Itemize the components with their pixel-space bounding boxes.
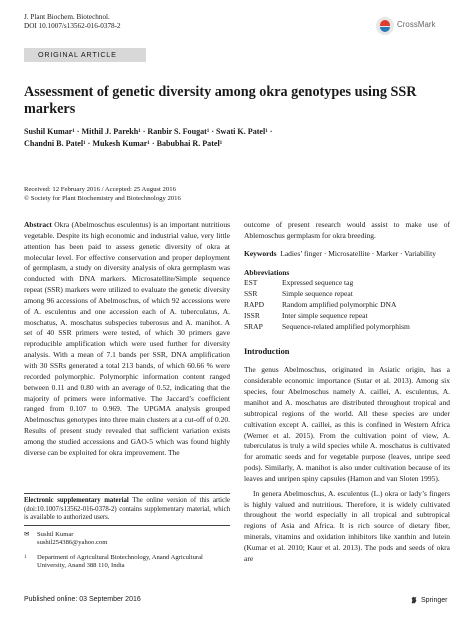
publisher-name: Springer [421,596,448,604]
abstract-label: Abstract [24,220,52,229]
article-title: Assessment of genetic diversity among okra genotypes using SSR markers [24,84,417,117]
page-footer [24,596,450,603]
author-line-1: Sushil Kumar¹ · Mithil J. Parekh¹ · Ranbir S. Fougat¹ · Swati K. Patel¹ · [24,127,273,136]
abbreviations-heading: Abbreviations [244,267,290,277]
esm-label: Electronic supplementary material [24,497,129,504]
abbreviations-list [244,278,450,332]
published-online: Published online: 03 September 2016 [24,596,141,603]
right-column [244,220,450,565]
keywords [244,249,450,260]
article-type-banner: ORIGINAL ARTICLE [24,48,146,62]
abstract-text: Okra (Abelmoschus esculentus) is an important nutritious vegetable. Despite its high economic and industrial value, very little attention has been paid to assess genetic diversity of okra at molecular level. For effective conservation and proper deployment of germplasm, a study on diversity analysis of okra germplasm was conducted with DNA markers. Microsatellite/Simple sequence repeat (SSR) markers were utilized to evaluate the genetic diversity among 96 accessions of Abelmoschus, of which 92 accessions were of A. esculentus and one accession each of A. tuberculatus, A. moschatus, A. moschatus subspecies tuberosus and A. manihot. A set of 40 SSR primers were tested, of which 30 primers gave reproducible amplification which were used further for diversity analysis. With a mean of 7.1 bands per SSR, DNA amplification with 30 SSRs generated a total 213 bands, of which 60.66 % were recorded polymorphic. Polymorphic information content ranged between 0.11 and 0.80 with an average of 0.52, indicating that the majority of primers were informative. The Jaccard’s coefficient ranged from 0.107 to 0.969. The UPGMA analysis grouped Abelmoschus genotypes into three main clusters at a cut-off of 0.20. Results of present study revealed that sufficient variation exists among the studied accessions and GAO-5 which was found highly diverse can be exploited for okra improvement. The [24,220,230,457]
supplementary-note [24,497,230,523]
abbreviation-row: RAPD Random amplified polymorphic DNA [244,300,397,310]
contact-info [24,531,230,570]
abstract-section [24,220,230,459]
abbreviation-row: ISSR Inter simple sequence repeat [244,310,368,320]
affiliation-number: 1 [24,554,27,560]
esm-text: The online version of this article (doi:10.1007/s13562-016-0378-2) contains supplementary material, which is available to authorized users. [24,497,230,521]
crossmark-label: CrossMark [397,20,436,29]
copyright: © Society for Plant Biochemistry and Biotechnology 2016 [24,194,181,202]
author-line-2: Chandni B. Patel¹ · Mukesh Kumar¹ · Babubhai R. Patel¹ [24,139,223,149]
author-list [24,126,454,150]
introduction-heading: Introduction [244,346,290,356]
affiliation-text: Department of Agricultural Biotechnology, Anand Agricultural University, Anand 388 110, India [37,553,203,569]
received-dates: Received: 12 February 2016 / Accepted: 25 August 2016 [24,186,176,193]
contact-divider [24,525,230,526]
envelope-icon: ✉ [24,531,30,538]
journal-info [24,13,121,31]
abbreviation-row: EST Expressed sequence tag [244,278,354,288]
contact-email[interactable]: sushil254386@yahoo.com [37,539,108,547]
keywords-label: Keywords [244,248,277,258]
abbreviation-row: SSR Simple sequence repeat [244,289,353,299]
publisher-logo [410,596,447,604]
corresponding-author [24,531,230,548]
affiliation [24,554,230,571]
abbreviation-row: SRAP Sequence-related amplified polymorphism [244,321,410,331]
journal-doi: DOI 10.1007/s13562-016-0378-2 [24,22,121,31]
crossmark-icon [376,17,394,35]
introduction-paragraph-2: In genera Abelmoschus, A. esculentus (L.) okra or lady’s fingers is highly valued and nutritious. Therefore, it is widely cultivated throughout the world especially in all tropical and subtropical regions of Asia and Africa. It is rich source of dietary fiber, minerals, vitamins and oxidation inhibitors like xanthin and lutein (Kumar et al. 2010; Kaur et al. 2013). The pods and seeds of okra are [244,488,450,563]
contact-name: Sushil Kumar [37,531,74,538]
received-info [24,186,181,204]
journal-name: J. Plant Biochem. Biotechnol. [24,13,110,21]
crossmark-logo[interactable] [376,14,448,38]
keywords-text: Ladies’ finger · Microsatellite · Marker · Variability [280,248,436,258]
horse-icon [410,596,418,604]
abstract-continuation: outcome of present research would assist to make use of Ablemoschus germplasm for okra breeding. [244,220,450,240]
introduction-paragraph-1: The genus Abelmoschus, originated in Asiatic origin, has a considerable economic importance (Sutar et al. 2013). Among six species, four Abelmoschus namely A. caillei, A. esculentus, A. manihot and A. moschatus are distributed throughout tropical and subtropical regions of the world. All these species are under cultivation except A. caillei, as this is confined in Western Africa (Werner et al. 2015). From the cultivation point of view, A. tuberculatus is truly a wild species while A. moschatus is cultivated for aromatic seeds and for vegetable purpose (leaves, unripe seed pods). Similarly, A. manihot is also under cultivation because of its leaves and unripen spiny capsules (Hamon and van Sloten 1995). [244,365,450,483]
footnote-divider [24,493,230,494]
